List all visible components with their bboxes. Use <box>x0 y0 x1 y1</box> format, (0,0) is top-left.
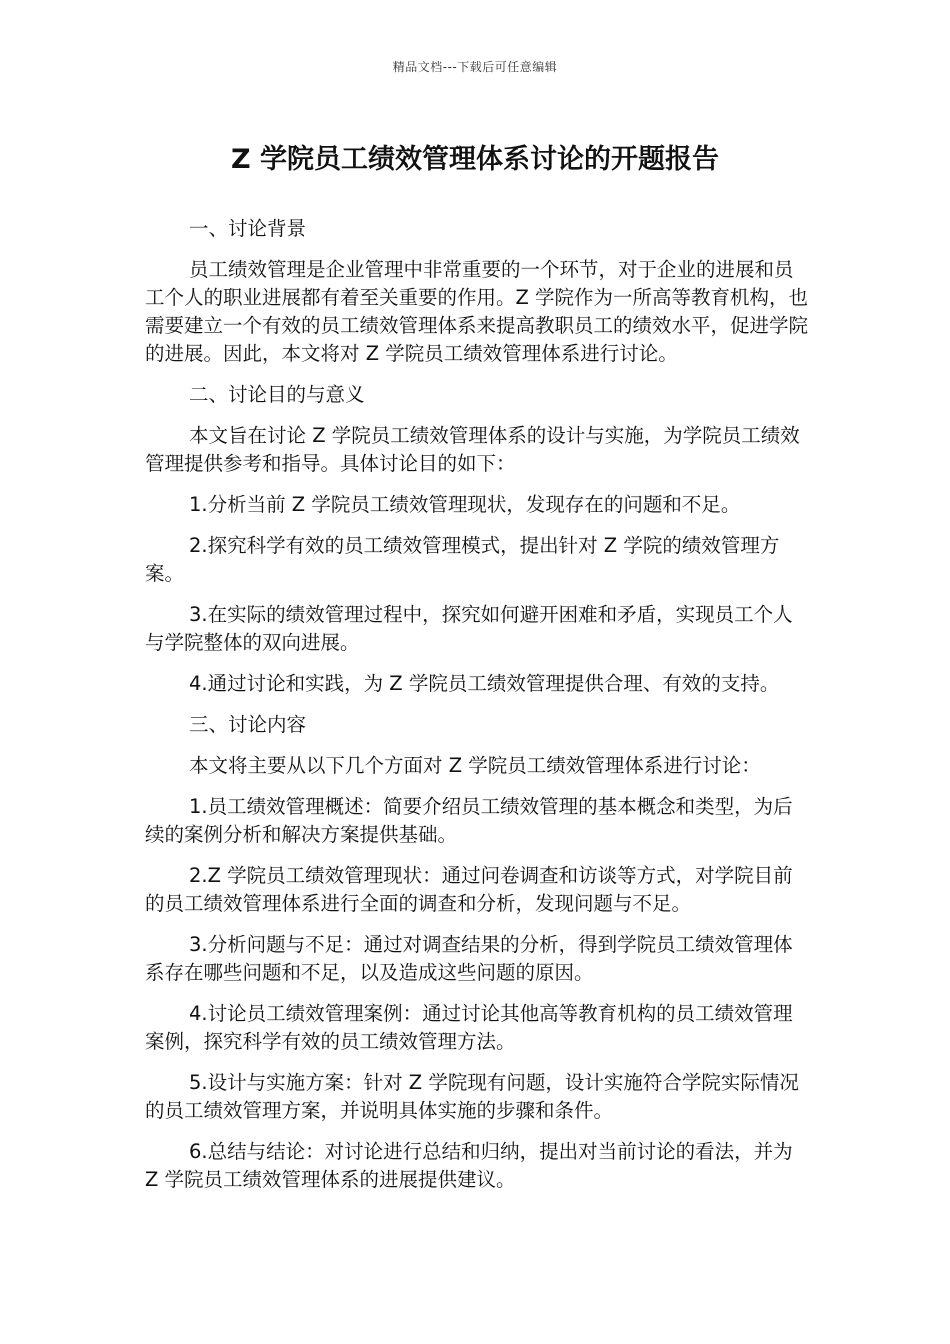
content-item-3: 3.分析问题与不足：通过对调查结果的分析，得到学院员工绩效管理体系存在哪些问题和不足，以及造成这些问题的原因。 <box>145 933 793 984</box>
content-item-5: 5.设计与实施方案：针对 Z 学院现有问题，设计实施符合学院实际情况的员工绩效管理方案，并说明具体实施的步骤和条件。 <box>145 1071 799 1122</box>
section-heading-background: 一、讨论背景 <box>189 217 307 240</box>
paragraph-purpose-intro: 本文旨在讨论 Z 学院员工绩效管理体系的设计与实施，为学院员工绩效管理提供参考和指导。具体讨论目的如下： <box>145 424 800 475</box>
content-item-2: 2.Z 学院员工绩效管理现状：通过问卷调查和访谈等方式，对学院目前的员工绩效管理体系进行全面的调查和分析，发现问题与不足。 <box>145 864 793 915</box>
content-item-6: 6.总结与结论：对讨论进行总结和归纳，提出对当前讨论的看法，并为 Z 学院员工绩效管理体系的进展提供建议。 <box>145 1140 793 1191</box>
purpose-item-1: 1.分析当前 Z 学院员工绩效管理现状，发现存在的问题和不足。 <box>189 493 741 516</box>
content-item-4: 4.讨论员工绩效管理案例：通过讨论其他高等教育机构的员工绩效管理案例，探究科学有效的员工绩效管理方法。 <box>145 1002 793 1053</box>
section-heading-content: 三、讨论内容 <box>189 713 307 736</box>
header-note: 精品文档---下载后可任意编辑 <box>392 60 558 74</box>
content-item-1: 1.员工绩效管理概述：简要介绍员工绩效管理的基本概念和类型，为后续的案例分析和解决方案提供基础。 <box>145 795 793 846</box>
purpose-item-3: 3.在实际的绩效管理过程中，探究如何避开困难和矛盾，实现员工个人与学院整体的双向进展。 <box>145 603 793 654</box>
paragraph-background: 员工绩效管理是企业管理中非常重要的一个环节，对于企业的进展和员工个人的职业进展都有着至关重要的作用。Z 学院作为一所高等教育机构，也需要建立一个有效的员工绩效管理体系来提高教职员工的绩效水平，促进学院的进展。因此，本文将对 Z 学院员工绩效管理体系进行讨论。 <box>145 258 809 365</box>
purpose-item-4: 4.通过讨论和实践，为 Z 学院员工绩效管理提供合理、有效的支持。 <box>189 672 780 695</box>
section-heading-purpose: 二、讨论目的与意义 <box>189 383 365 406</box>
paragraph-content-intro: 本文将主要从以下几个方面对 Z 学院员工绩效管理体系进行讨论： <box>189 754 761 777</box>
document-body <box>145 215 810 1207</box>
document-title: Z 学院员工绩效管理体系讨论的开题报告 <box>231 144 719 175</box>
purpose-item-2: 2.探究科学有效的员工绩效管理模式，提出针对 Z 学院的绩效管理方案。 <box>145 534 780 585</box>
